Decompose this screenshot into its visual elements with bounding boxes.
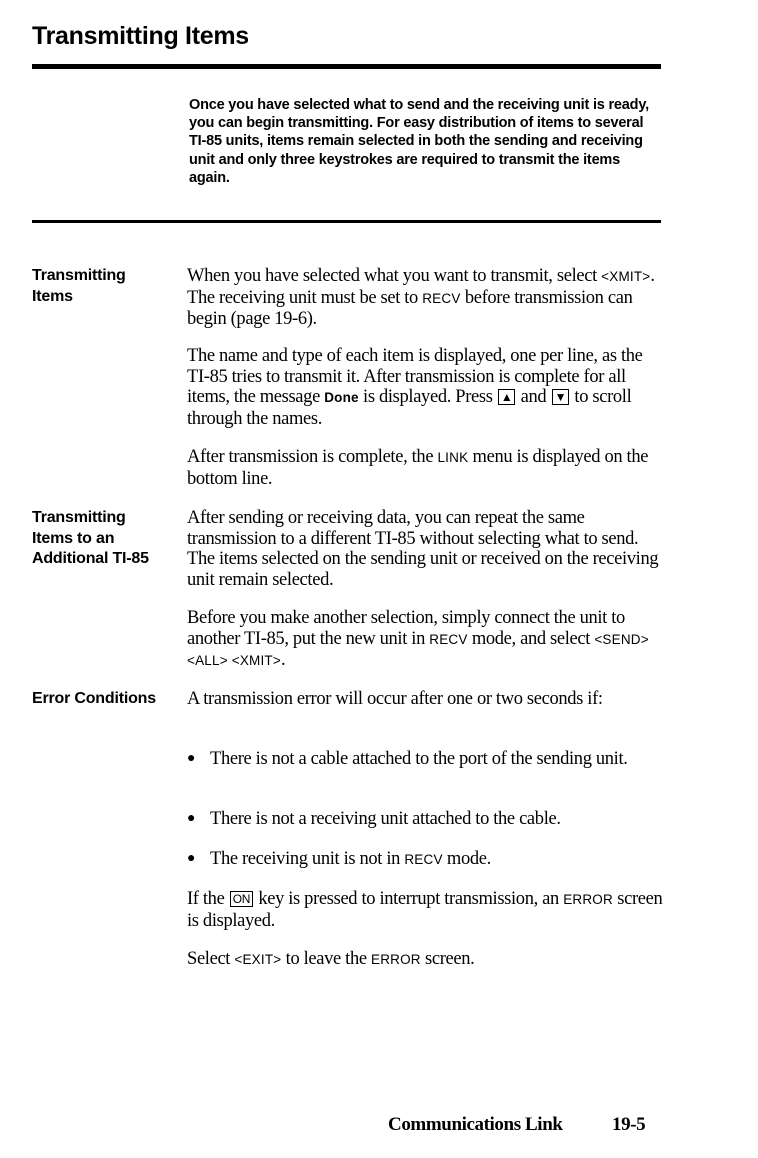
title-rule — [32, 64, 661, 69]
paragraph-transmit: When you have selected what you want to transmit, select <XMIT>. The receiving unit must be set to RECV before transmission can begin (page 19-6). — [187, 266, 655, 329]
paragraph-another-selection: Before you make another selection, simply connect the unit to another TI-85, put the new unit in RECV mode, and select <SEND> <ALL> <XMIT>. — [187, 608, 649, 670]
page-title: Transmitting Items — [32, 22, 249, 50]
done-message: Done — [324, 390, 359, 405]
section-rule — [32, 220, 661, 223]
recv-mode-label: RECV — [422, 290, 461, 306]
recv-mode-label: RECV — [404, 852, 443, 867]
section-heading-transmitting-items: Transmitting Items — [32, 267, 126, 305]
list-item: ● There is not a cable attached to the port of the sending unit. — [187, 749, 628, 769]
section-heading-additional-ti85: Transmitting Items to an Additional TI-85 — [32, 509, 149, 567]
send-all-xmit-label: <SEND> <ALL> <XMIT> — [187, 631, 649, 668]
footer-page-number: 19-5 — [612, 1114, 646, 1135]
footer-section-name: Communications Link — [388, 1114, 563, 1135]
link-menu-label: LINK — [437, 450, 469, 465]
list-item: ● There is not a receiving unit attached to the cable. — [187, 809, 561, 829]
section-heading-error-conditions: Error Conditions — [32, 690, 156, 707]
paragraph-display: The name and type of each item is displayed, one per line, as the TI-85 tries to transmit it. After transmission is complete for all items, the message Done is displayed. Press ▲ and ▼ to scroll through the names. — [187, 346, 643, 429]
exit-menu-label: <EXIT> — [234, 952, 282, 967]
xmit-menu-label: <XMIT> — [601, 269, 651, 284]
paragraph-link-menu: After transmission is complete, the LINK menu is displayed on the bottom line. — [187, 447, 649, 489]
on-key-icon: ON — [230, 891, 253, 907]
bullet-icon: ● — [187, 811, 196, 826]
paragraph-on-key: If the ON key is pressed to interrupt transmission, an ERROR screen is displayed. — [187, 889, 663, 931]
error-screen-label: ERROR — [371, 952, 421, 967]
paragraph-repeat: After sending or receiving data, you can repeat the same transmission to a different TI-85 without selecting what to send. The items selected on the sending unit or received on the receiving unit remain selected. — [187, 508, 659, 590]
down-arrow-key-icon: ▼ — [552, 389, 570, 405]
error-screen-label: ERROR — [563, 892, 613, 907]
paragraph-exit: Select <EXIT> to leave the ERROR screen. — [187, 949, 475, 969]
intro-paragraph: Once you have selected what to send and the receiving unit is ready, you can begin transmitting. For easy distribution of items to several TI-85 units, items remain selected in both the sending and receiving unit and only three keystrokes are required to transmit the items again. — [189, 97, 649, 186]
bullet-icon: ● — [187, 751, 196, 766]
recv-mode-label: RECV — [429, 631, 468, 647]
paragraph-error-intro: A transmission error will occur after one or two seconds if: — [187, 689, 603, 709]
bullet-icon: ● — [187, 851, 196, 866]
up-arrow-key-icon: ▲ — [498, 389, 516, 405]
list-item: ● The receiving unit is not in RECV mode. — [187, 849, 491, 869]
